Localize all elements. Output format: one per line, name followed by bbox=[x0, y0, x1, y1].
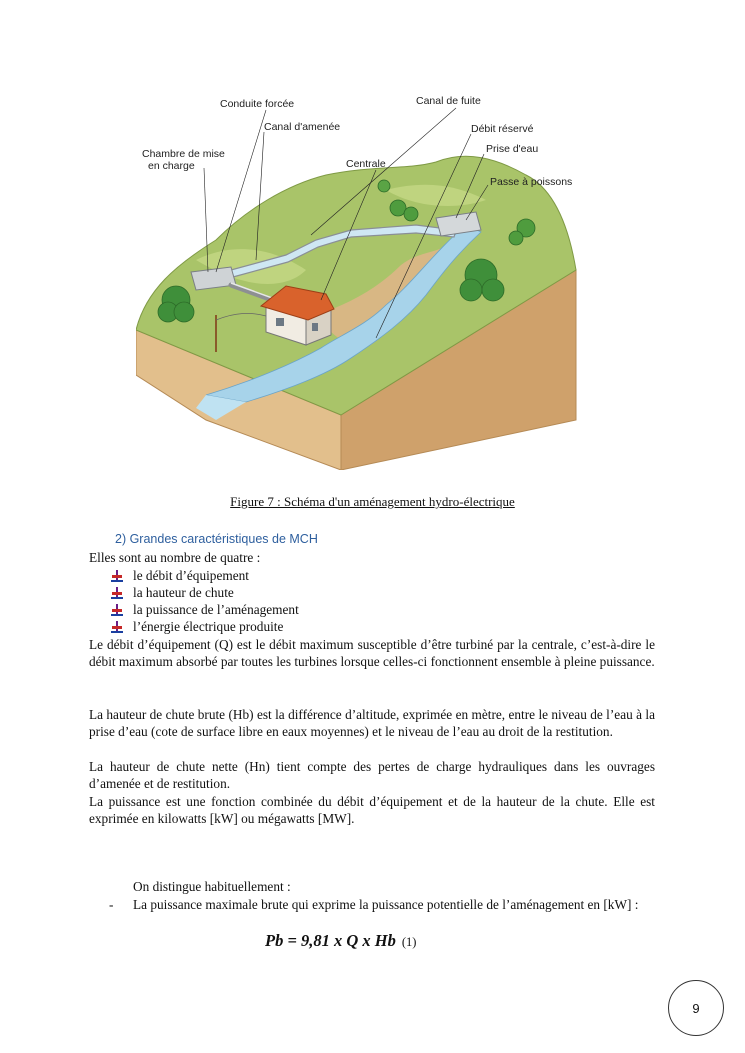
bullet-icon bbox=[111, 587, 123, 599]
label-prise-eau: Prise d'eau bbox=[486, 143, 539, 155]
page-number-text: 9 bbox=[692, 1000, 700, 1016]
paragraph-hauteur-brute: La hauteur de chute brute (Hb) est la différence d’altitude, exprimée en mètre, entre le niveau de l’eau à la prise d’eau (cote de surface libre en eaux moyennes) et le niveau de l’eau au droit de la restitution. bbox=[89, 707, 655, 740]
paragraph-debit-equipement: Le débit d’équipement (Q) est le débit maximum susceptible d’être turbiné par la centrale, c’est-à-dire le débit maximum absorbé par toutes les turbines lorsque celles-ci fonctionnent ensemble à pleine puissance. bbox=[89, 637, 655, 670]
page-number bbox=[668, 980, 724, 1036]
label-chambre-line2: en charge bbox=[148, 160, 195, 172]
section-heading: 2) Grandes caractéristiques de MCH bbox=[115, 532, 318, 546]
formula bbox=[265, 931, 416, 951]
bullet-icon bbox=[111, 621, 123, 633]
list-item bbox=[111, 584, 299, 601]
label-conduite-forcee: Conduite forcée bbox=[220, 98, 295, 110]
list-item bbox=[111, 618, 299, 635]
list-item-text: la puissance de l’aménagement bbox=[133, 602, 299, 618]
intro-text: Elles sont au nombre de quatre : bbox=[89, 550, 261, 565]
bullet-icon bbox=[111, 604, 123, 616]
dash-list-item bbox=[89, 896, 655, 913]
powerhouse-window bbox=[276, 318, 284, 326]
formula-number: (1) bbox=[401, 935, 417, 949]
list-item bbox=[111, 567, 299, 584]
dash-item-text: La puissance maximale brute qui exprime la puissance potentielle de l’aménagement en [kW] : bbox=[133, 897, 639, 912]
figure-caption: Figure 7 : Schéma d'un aménagement hydro-électrique bbox=[230, 494, 515, 509]
label-passe-poissons: Passe à poissons bbox=[490, 176, 573, 188]
list-item-text: la hauteur de chute bbox=[133, 585, 234, 601]
paragraph-puissance: La puissance est une fonction combinée du débit d’équipement et de la hauteur de la chute. Elle est exprimée en kilowatts [kW] ou mégawatts [MW]. bbox=[89, 794, 655, 827]
label-chambre-line1: Chambre de mise bbox=[142, 148, 225, 160]
dash-marker: - bbox=[109, 897, 114, 912]
label-canal-amenee: Canal d'amenée bbox=[264, 121, 341, 133]
bullet-icon bbox=[111, 570, 123, 582]
powerhouse-window bbox=[312, 323, 318, 331]
label-debit-reserve: Débit réservé bbox=[471, 123, 534, 135]
list-item-text: l’énergie électrique produite bbox=[133, 619, 284, 635]
characteristics-list bbox=[111, 567, 299, 635]
list-item bbox=[111, 601, 299, 618]
list-item-text: le débit d’équipement bbox=[133, 568, 249, 583]
paragraph-hauteur-nette: La hauteur de chute nette (Hn) tient compte des pertes de charge hydrauliques dans les ouvrages d’amenée et de restitution. bbox=[89, 759, 655, 792]
formula-text: Pb = 9,81 x Q x Hb bbox=[265, 931, 396, 950]
label-centrale: Centrale bbox=[346, 158, 386, 170]
distinguish-intro: On distingue habituellement : bbox=[133, 879, 291, 894]
tree-icon bbox=[378, 180, 390, 192]
hydro-scheme-figure bbox=[136, 90, 586, 470]
label-canal-fuite: Canal de fuite bbox=[416, 95, 481, 107]
